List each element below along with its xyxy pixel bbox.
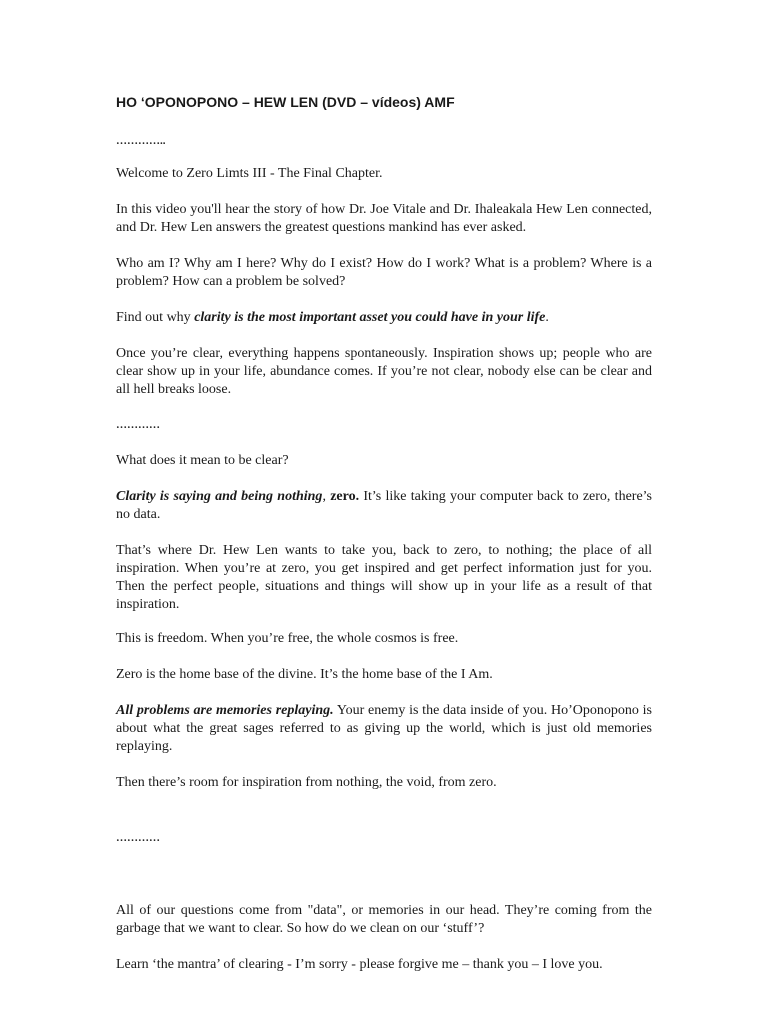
- paragraph-zero-place: That’s where Dr. Hew Len wants to take you, back to zero, to nothing; the place of all inspiration. When you’re at zero, you get inspired and get perfect information just for you. Then the perfect people, situations and things will show up in your life as a result of that inspiration.: [116, 543, 652, 612]
- document-title: HO ‘OPONOPONO – HEW LEN (DVD – vídeos) AMF: [116, 94, 455, 110]
- paragraph-nothing: [116, 488, 652, 524]
- memories-rest: Your enemy is the data inside of you. Ho’Oponopono is about what the great sages referred to as giving up the world, which is just old memories replaying.: [116, 703, 652, 754]
- paragraph-memories: [116, 702, 652, 756]
- paragraph-welcome: Welcome to Zero Limts III - The Final Chapter.: [116, 166, 383, 181]
- paragraph-clarity: [116, 309, 652, 327]
- paragraph-story: In this video you'll hear the story of how Dr. Joe Vitale and Dr. Ihaleakala Hew Len connected, and Dr. Hew Len answers the greatest questions mankind has ever asked.: [116, 202, 652, 235]
- nothing-rest: It’s like taking your computer back to zero, there’s no data.: [116, 489, 653, 522]
- clarity-suffix: .: [545, 310, 549, 325]
- clarity-emphasis: clarity is the most important asset you could have in your life: [194, 310, 546, 325]
- paragraph-freedom: This is freedom. When you’re free, the whole cosmos is free.: [116, 631, 459, 646]
- nothing-comma: ,: [322, 489, 331, 504]
- nothing-zero: zero.: [330, 489, 360, 504]
- paragraph-room: Then there’s room for inspiration from nothing, the void, from zero.: [116, 775, 497, 790]
- paragraph-what-clear: What does it mean to be clear?: [116, 453, 289, 468]
- paragraph-mantra: Learn ‘the mantra’ of clearing - I’m sorry - please forgive me – thank you – I love you.: [116, 957, 603, 972]
- clarity-prefix: Find out why: [116, 310, 195, 325]
- paragraph-questions: Who am I? Why am I here? Why do I exist? How do I work? What is a problem? Where is a problem? How can a problem be solved?: [116, 256, 652, 289]
- memories-emphasis: All problems are memories replaying.: [116, 703, 334, 718]
- paragraph-data: All of our questions come from "data", or memories in our head. They’re coming from the garbage that we want to clear. So how do we clean on our ‘stuff’?: [116, 903, 652, 936]
- paragraph-home-base: Zero is the home base of the divine. It’s the home base of the I Am.: [116, 667, 493, 682]
- separator-2: …………: [116, 419, 160, 431]
- nothing-emphasis: Clarity is saying and being nothing: [116, 489, 323, 504]
- separator-3: …………: [116, 832, 160, 844]
- paragraph-once-clear: Once you’re clear, everything happens spontaneously. Inspiration shows up; people who are clear show up in your life, abundance comes. If you’re not clear, nobody else can be clear and all hell breaks loose.: [116, 346, 652, 397]
- separator-1: …………..: [116, 135, 166, 147]
